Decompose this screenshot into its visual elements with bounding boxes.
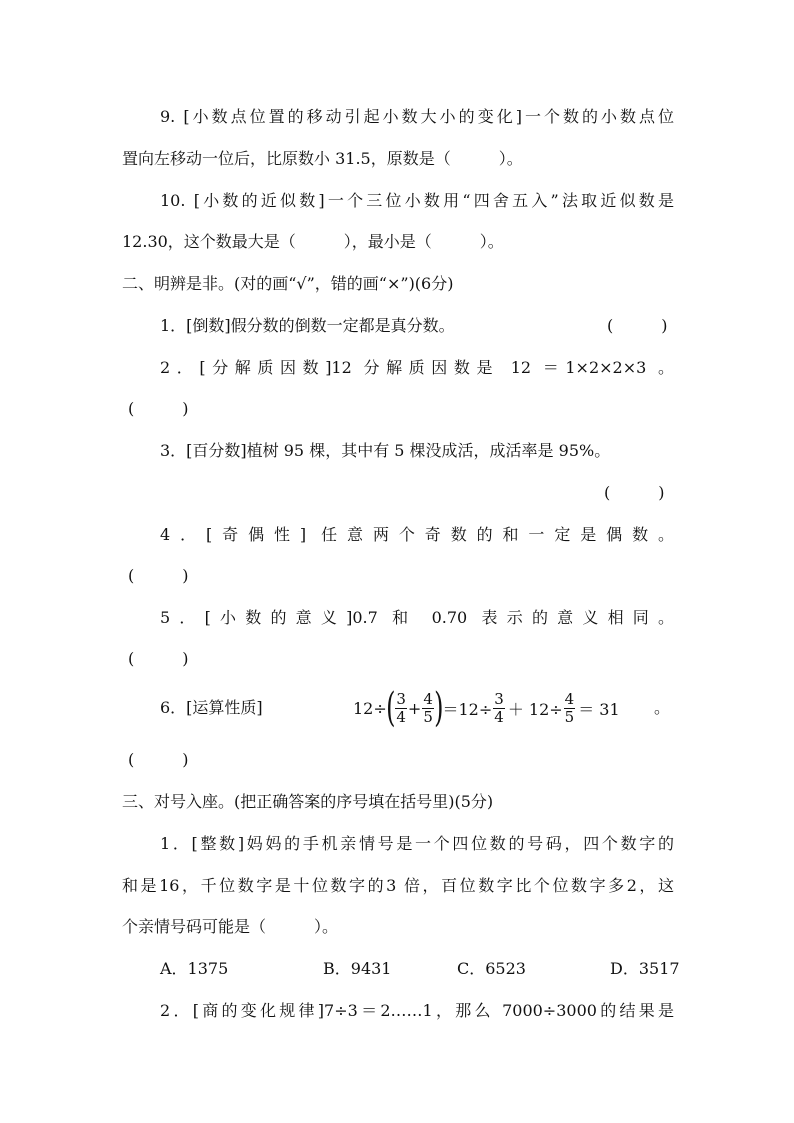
- fraction-4-5-a: $\frac{4}{5}$: [423, 689, 433, 726]
- expr-plus: +: [407, 698, 422, 718]
- s2-item3-answer-paren[interactable]: ( ): [604, 483, 665, 502]
- s3-q1-line1: 1．[整数]妈妈的手机亲情号是一个四位数的号码，四个数字的: [160, 834, 674, 853]
- s3-q1-option-d[interactable]: D．3517: [610, 959, 680, 978]
- s2-item5-text: 5．[小数的意义]0.7 和 0.70 表示的意义相同。: [160, 608, 674, 627]
- left-paren-icon: (: [385, 685, 396, 731]
- s3-q1-line2: 和是16，千位数字是十位数字的3 倍，百位数字比个位数字多2，这: [122, 876, 674, 895]
- s3-q2-line1: 2．[商的变化规律]7÷3＝2……1，那么 7000÷3000的结果是: [160, 1001, 674, 1020]
- expr-mid: ＋ 12÷: [507, 699, 563, 719]
- section2-title: 二、明辨是非。(对的画“√”，错的画“×”)(6分): [122, 274, 454, 293]
- fraction-4-5-b: $\frac{4}{5}$: [564, 689, 575, 726]
- s2-item6-end: 。: [654, 698, 671, 717]
- s2-item2-text: 2．[分解质因数]12 分解质因数是 12 ＝1×2×2×3 。: [160, 358, 674, 377]
- s3-q1-line3: 个亲情号码可能是（ ）。: [122, 917, 339, 936]
- s2-item1-text: 1．[倒数]假分数的倒数一定都是真分数。: [160, 316, 455, 335]
- s3-q1-option-b[interactable]: B．9431: [323, 959, 392, 978]
- s2-item6-expression: [353, 680, 620, 736]
- expr-eq: ＝12÷: [442, 699, 493, 719]
- q9-line2: 置向左移动一位后，比原数小 31.5，原数是（ ）。: [122, 149, 523, 168]
- s2-item6-prefix: 6．[运算性质]: [160, 698, 263, 717]
- q10-line2: 12.30，这个数最大是（ ），最小是（ ）。: [122, 232, 504, 251]
- s3-q1-option-c[interactable]: C．6523: [457, 959, 526, 978]
- s2-item1-answer-paren[interactable]: ( ): [607, 316, 668, 335]
- expr-tail: ＝ 31: [578, 699, 620, 719]
- section3-title: 三、对号入座。(把正确答案的序号填在括号里)(5分): [122, 792, 494, 811]
- s2-item4-text: 4．[奇偶性] 任意两个奇数的和一定是偶数。: [160, 525, 674, 544]
- s3-q1-option-a[interactable]: A．1375: [160, 959, 229, 978]
- expr-term1: 12÷: [353, 698, 387, 718]
- s2-item2-answer-paren[interactable]: ( ): [128, 399, 189, 418]
- right-paren-icon: ): [433, 685, 444, 731]
- q10-line1: 10. [小数的近似数]一个三位小数用“四舍五入”法取近似数是: [160, 191, 674, 210]
- s2-item4-answer-paren[interactable]: ( ): [128, 566, 189, 585]
- s2-item3-text: 3．[百分数]植树 95 棵，其中有 5 棵没成活，成活率是 95%。: [160, 441, 611, 460]
- s2-item5-answer-paren[interactable]: ( ): [128, 649, 189, 668]
- fraction-3-4-b: $\frac{3}{4}$: [494, 689, 504, 726]
- s2-item6-answer-paren[interactable]: ( ): [128, 750, 189, 769]
- fraction-3-4-a: $\frac{3}{4}$: [396, 689, 406, 726]
- q9-line1: 9. [小数点位置的移动引起小数大小的变化]一个数的小数点位: [160, 107, 674, 126]
